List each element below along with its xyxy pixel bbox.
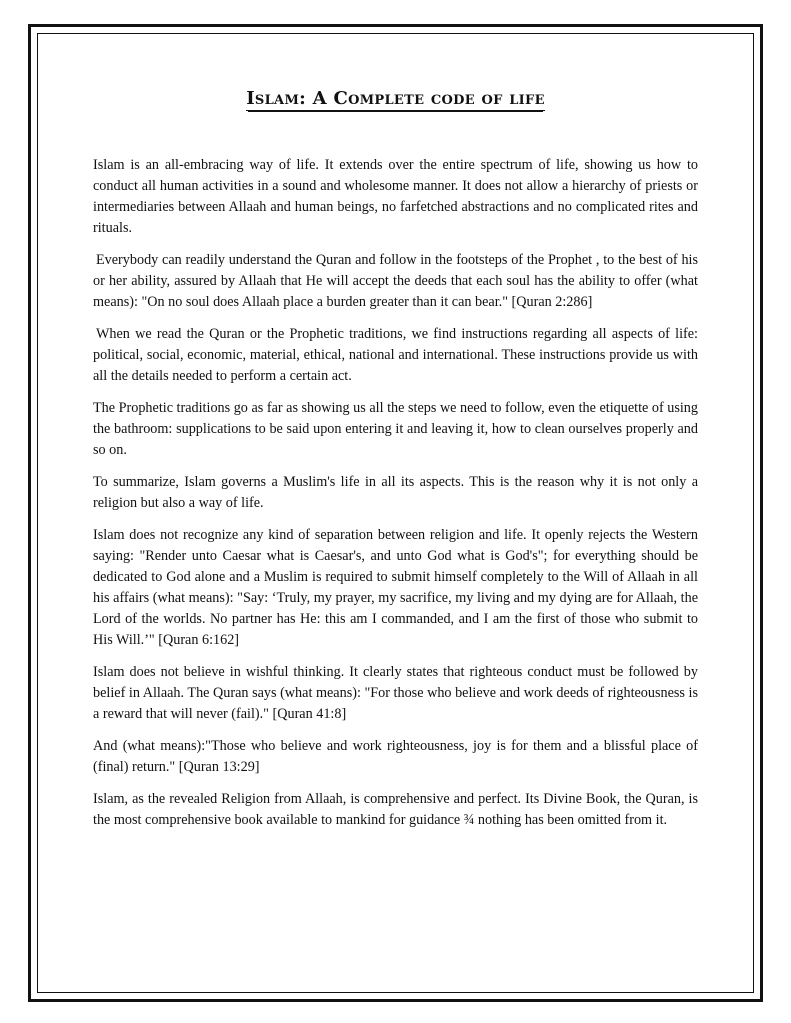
paragraph: Islam does not believe in wishful thinking. It clearly states that righteous conduct must be followed by belief in Allaah. The Quran says (what means): "For those who believe and work deeds of righteousness is a reward that will never (fail)." [Quran 41:8] [93, 664, 698, 722]
paragraph: Islam does not recognize any kind of separation between religion and life. It openly rejects the Western saying: "Render unto Caesar what is Caesar's, and unto God what is God's"; for everything should be dedicated to God alone and a Muslim is required to submit himself completely to the Will of Allaah in all his affairs (what means): "Say: ‘Truly, my prayer, my sacrifice, my living and my dying are for Allaah, the Lord of the worlds. No partner has He: this am I commanded, and I am the first of those who submit to His Will.’" [Quran 6:162] [93, 527, 698, 648]
paragraph-list [93, 155, 698, 831]
document-body [93, 88, 698, 842]
paragraph: Islam, as the revealed Religion from Allaah, is comprehensive and perfect. Its Divine Book, the Quran, is the most comprehensive book available to mankind for guidance ¾ nothing has been omitted from it. [93, 791, 698, 828]
paragraph: The Prophetic traditions go as far as showing us all the steps we need to follow, even the etiquette of using the bathroom: supplications to be said upon entering it and leaving it, how to clean ourselves properly and so on. [93, 400, 698, 458]
paragraph: When we read the Quran or the Prophetic traditions, we find instructions regarding all aspects of life: political, social, economic, material, ethical, national and international. These instructions provide us with all the details needed to perform a certain act. [93, 326, 698, 384]
document-title [93, 88, 698, 111]
paragraph: Everybody can readily understand the Quran and follow in the footsteps of the Prophet , to the best of his or her ability, assured by Allaah that He will accept the deeds that each soul has the ability to offer (what means): "On no soul does Allaah place a burden greater than it can bear." [Quran 2:286] [93, 252, 698, 310]
document-title-text: Islam: A Complete code of life [246, 88, 545, 109]
paragraph: And (what means):"Those who believe and work righteousness, joy is for them and a blissful place of (final) return." [Quran 13:29] [93, 738, 698, 775]
paragraph: To summarize, Islam governs a Muslim's life in all its aspects. This is the reason why it is not only a religion but also a way of life. [93, 474, 698, 511]
paragraph: Islam is an all-embracing way of life. It extends over the entire spectrum of life, showing us how to conduct all human activities in a sound and wholesome manner. It does not allow a hierarchy of priests or intermediaries between Allaah and human beings, no farfetched abstractions and no complicated rites and rituals. [93, 157, 698, 236]
